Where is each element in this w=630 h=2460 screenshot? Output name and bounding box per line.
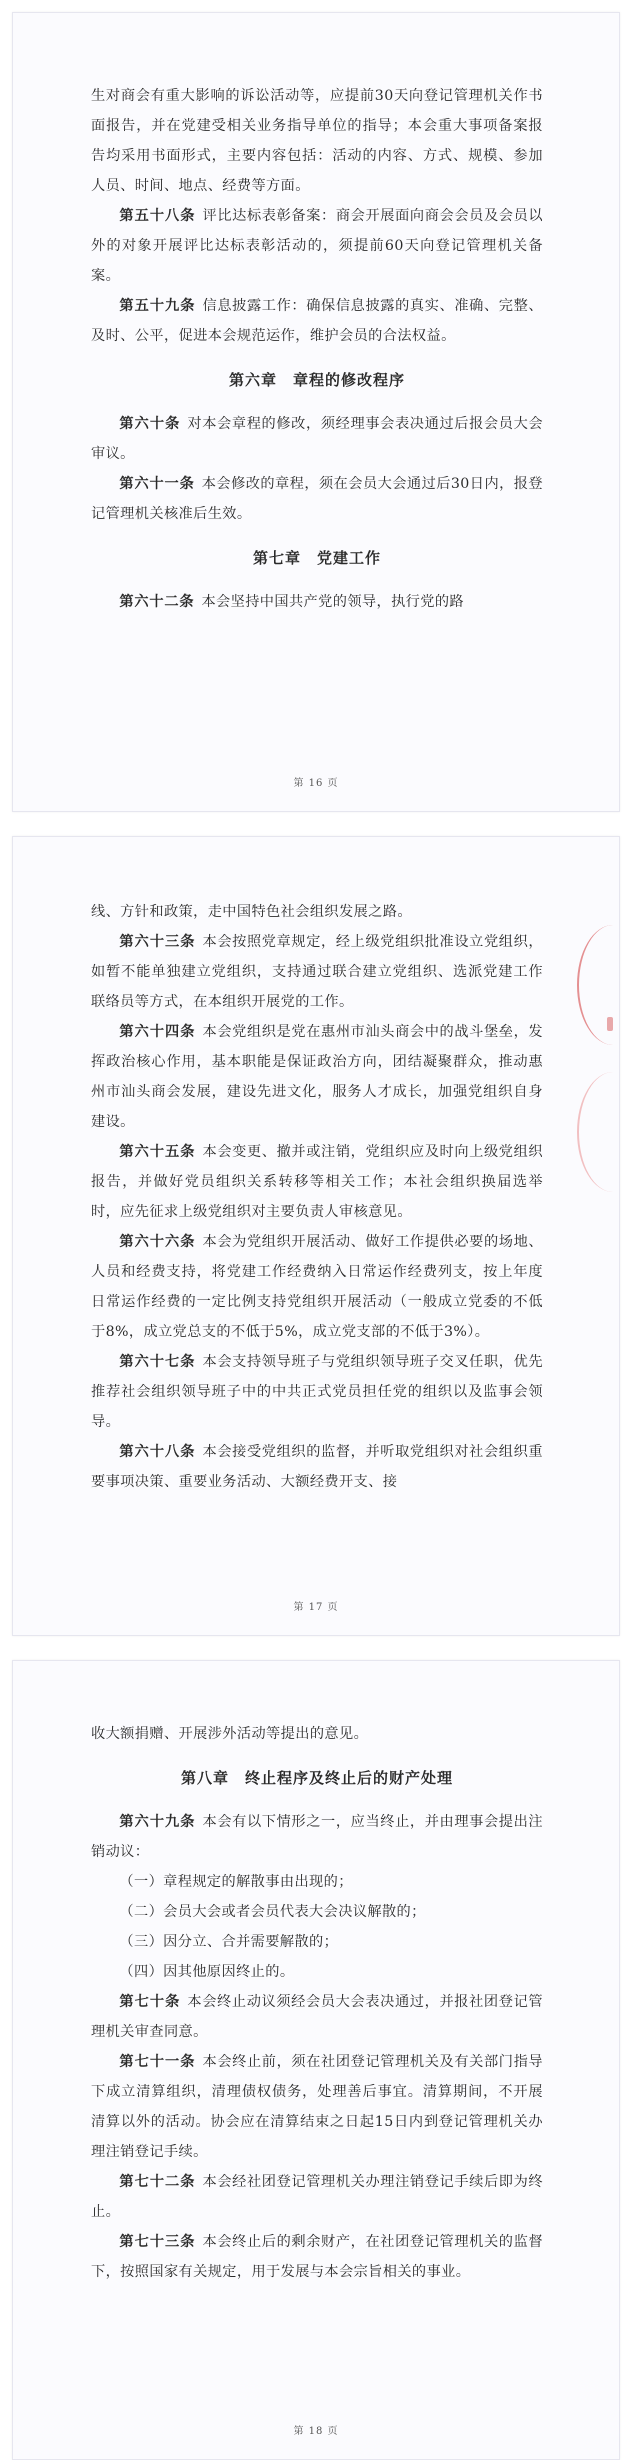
chapter-7-heading: 第七章 党建工作 [252,549,381,567]
article-text: 本会党组织是党在惠州市汕头商会中的战斗堡垒，发挥政治核心作用，基本职能是保证政治方向，团结凝聚群众，推动惠州市汕头商会发展，建设先进文化，服务人才成长，加强党组织自身建设。 [91,1024,543,1130]
page-17-body [91,897,543,1497]
page-number: 第 16 页 [293,778,339,789]
chapter-8-heading: 第八章 终止程序及终止后的财产处理 [180,1769,453,1787]
article-71 [91,2047,543,2167]
article-number: 第五十八条 [119,208,196,224]
article-number: 第六十条 [119,416,181,432]
article-number: 第七十条 [119,1994,181,2010]
article-text: 本会变更、撤并或注销，党组织应及时向上级党组织报告，并做好党员组织关系转移等相关工作；本社会组织换届选举时，应先征求上级党组织对主要负责人审核意见。 [91,1144,543,1220]
article-62 [91,587,543,617]
article-text: 对本会章程的修改，须经理事会表决通过后报会员大会审议。 [91,416,543,462]
red-seal-mark [577,1072,620,1192]
page-number: 第 17 页 [293,1602,339,1613]
article-text: 信息披露工作：确保信息披露的真实、准确、完整、及时、公平，促进本会规范运作，维护会员的合法权益。 [91,298,543,344]
article-number: 第六十五条 [119,1144,196,1160]
article-60 [91,409,543,469]
article-number: 第六十八条 [119,1444,196,1460]
article-text: 本会坚持中国共产党的领导，执行党的路 [201,594,465,610]
article-text: 本会终止前，须在社团登记管理机关及有关部门指导下成立清算组织，清理债权债务，处理善后事宜。清算期间，不开展清算以外的活动。协会应在清算结束之日起15日内到登记管理机关办理注销登记手续。 [91,2054,543,2160]
article-72 [91,2167,543,2227]
paragraph-text: 线、方针和政策，走中国特色社会组织发展之路。 [91,904,412,920]
red-seal-mark [577,925,620,1045]
article-text: 本会修改的章程，须在会员大会通过后30日内，报登记管理机关核准后生效。 [91,476,543,522]
article-64 [91,1017,543,1137]
article-number: 第六十九条 [119,1814,196,1830]
article-68 [91,1437,543,1497]
article-65 [91,1137,543,1227]
list-item: （一）章程规定的解散事由出现的； [119,1874,353,1890]
document-page-18 [12,1660,620,2460]
list-item: （四）因其他原因终止的。 [119,1964,295,1980]
article-text: 本会经社团登记管理机关办理注销登记手续后即为终止。 [91,2174,543,2220]
article-58 [91,201,543,291]
red-seal-fragment [607,1017,613,1031]
article-text: 本会有以下情形之一，应当终止，并由理事会提出注销动议： [91,1814,543,1860]
document-page-17 [12,836,620,1636]
article-text: 评比达标表彰备案：商会开展面向商会会员及会员以外的对象开展评比达标表彰活动的，须提前60天向登记管理机关备案。 [91,208,543,284]
paragraph-continuation [91,897,543,927]
article-text: 本会支持领导班子与党组织领导班子交叉任职，优先推荐社会组织领导班子中的中共正式党员担任党的组织以及监事会领导。 [91,1354,543,1430]
article-73 [91,2227,543,2287]
article-70 [91,1987,543,2047]
article-number: 第六十三条 [119,934,196,950]
article-number: 第七十一条 [119,2054,196,2070]
list-item: （三）因分立、合并需要解散的； [119,1934,339,1950]
article-text: 本会接受党组织的监督，并听取党组织对社会组织重要事项决策、重要业务活动、大额经费开支、接 [91,1444,543,1490]
article-59 [91,291,543,351]
article-number: 第六十二条 [119,594,195,610]
list-item: （二）会员大会或者会员代表大会决议解散的； [119,1904,426,1920]
article-69 [91,1807,543,1867]
article-text: 本会按照党章规定，经上级党组织批准设立党组织，如暂不能单独建立党组织，支持通过联合建立党组织、选派党建工作联络员等方式，在本组织开展党的工作。 [91,934,543,1010]
article-number: 第六十一条 [119,476,195,492]
article-number: 第六十六条 [119,1234,196,1250]
article-text: 本会为党组织开展活动、做好工作提供必要的场地、人员和经费支持，将党建工作经费纳入日常运作经费列支，按上年度日常运作经费的一定比例支持党组织开展活动（一般成立党委的不低于8%，成立党总支的不低于5%，成立党支部的不低于3%）。 [91,1234,543,1340]
article-text: 本会终止后的剩余财产，在社团登记管理机关的监督下，按照国家有关规定，用于发展与本会宗旨相关的事业。 [91,2234,543,2280]
page-number: 第 18 页 [293,2426,339,2437]
document-page-16 [12,12,620,812]
paragraph-continuation [91,1719,543,1749]
page-16-body [91,81,543,617]
paragraph-continuation [91,81,543,201]
article-number: 第六十七条 [119,1354,196,1370]
article-61 [91,469,543,529]
article-number: 第七十三条 [119,2234,196,2250]
paragraph-text: 生对商会有重大影响的诉讼活动等，应提前30天向登记管理机关作书面报告，并在党建受相关业务指导单位的指导；本会重大事项备案报告均采用书面形式，主要内容包括：活动的内容、方式、规模、参加人员、时间、地点、经费等方面。 [91,88,543,194]
article-66 [91,1227,543,1347]
article-number: 第五十九条 [119,298,196,314]
chapter-6-heading: 第六章 章程的修改程序 [228,371,405,389]
article-63 [91,927,543,1017]
article-67 [91,1347,543,1437]
paragraph-text: 收大额捐赠、开展涉外活动等提出的意见。 [91,1726,369,1742]
page-18-body [91,1719,543,2287]
article-number: 第七十二条 [119,2174,196,2190]
article-text: 本会终止动议须经会员大会表决通过，并报社团登记管理机关审查同意。 [91,1994,543,2040]
article-number: 第六十四条 [119,1024,196,1040]
